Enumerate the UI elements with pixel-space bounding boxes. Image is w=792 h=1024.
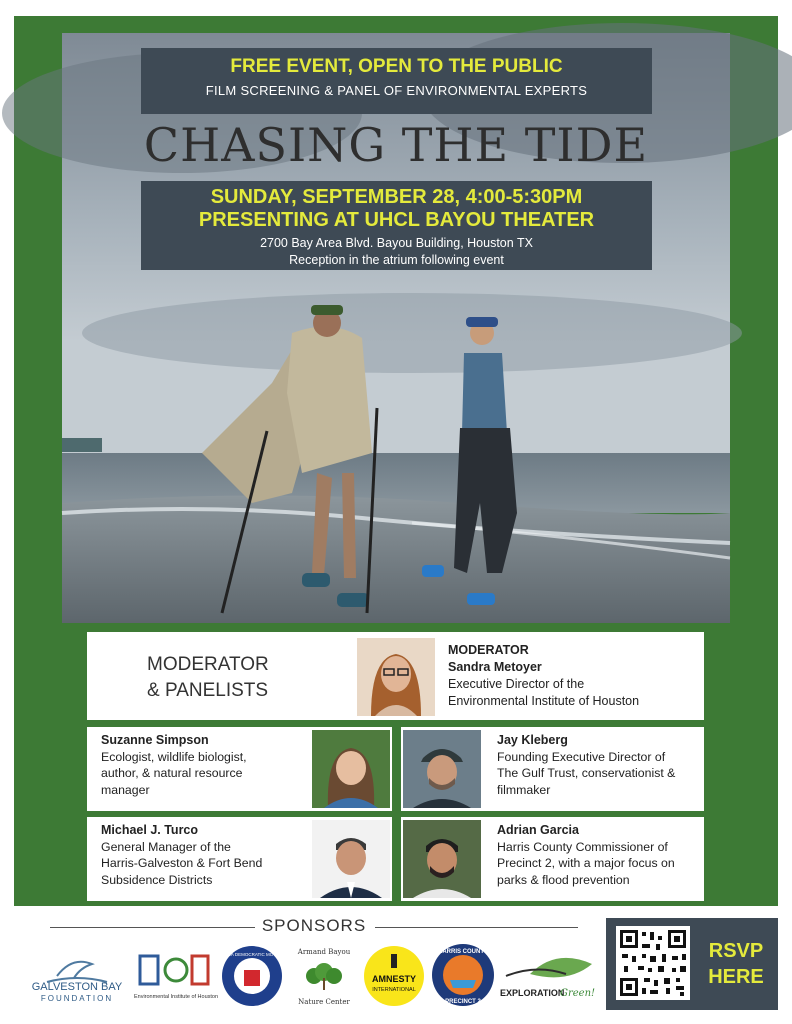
bay-area-text: BAY AREA DEMOCRATIC MOVEMENT: [211, 952, 293, 957]
moderator-desc-line2: Environmental Institute of Houston: [448, 694, 640, 708]
armand-bottom: Nature Center: [298, 998, 350, 1006]
environmental-institute-logo: [133, 952, 219, 1004]
panelist-desc: author, & natural resource: [101, 766, 243, 780]
panelist-photo: [403, 820, 481, 898]
panelist-desc: Subsidence Districts: [101, 872, 213, 887]
reception-line: Reception in the atrium following event: [289, 253, 504, 267]
panelist-desc: Harris County Commissioner of: [497, 839, 668, 854]
rsvp-box[interactable]: [606, 918, 778, 1010]
rsvp-line1[interactable]: RSVP: [708, 940, 764, 962]
moderator-desc-line1: Executive Director of the: [448, 677, 585, 691]
panelist-name: Michael J. Turco: [101, 823, 199, 837]
panelist-info: [497, 732, 701, 798]
panelist-photo: [312, 820, 390, 898]
panelist-desc: filmmaker: [497, 782, 551, 797]
panelist-info: [101, 822, 306, 888]
panelist-photo: [312, 730, 390, 808]
panelist-name: Jay Kleberg: [497, 733, 568, 747]
address-line: 2700 Bay Area Blvd. Bayou Building, Houston TX: [260, 236, 533, 250]
exploration-b: Green!: [560, 988, 596, 999]
sponsors-title: SPONSORS: [261, 916, 367, 935]
moderator-photo: [357, 638, 435, 716]
panelist-desc: Ecologist, wildlife biologist,: [101, 749, 247, 764]
event-banner: [141, 48, 652, 114]
harris-bottom: PRECINCT 2: [445, 999, 481, 1005]
panelist-desc: The Gulf Trust, conservationist &: [497, 766, 676, 780]
panelist-desc: Harris-Galveston & Fort Bend: [101, 856, 263, 870]
amnesty-line2: INTERNATIONAL: [372, 987, 416, 993]
rsvp-label[interactable]: [701, 938, 771, 990]
panelist-desc: General Manager of the: [101, 839, 231, 854]
panelist-desc: parks & flood prevention: [497, 872, 630, 887]
exploration-green-logo: [496, 948, 600, 1004]
amnesty-line1: AMNESTY: [371, 974, 417, 984]
armand-bayou-nature-center-logo: [290, 942, 358, 1010]
panelist-desc: Founding Executive Director of: [497, 749, 666, 764]
qr-code[interactable]: [616, 926, 690, 1000]
moderator-name: Sandra Metoyer: [448, 660, 542, 674]
details-banner: [141, 181, 652, 270]
panelist-card-adrian-garcia: [401, 817, 704, 901]
panel-heading-line2: & PANELISTS: [147, 680, 269, 701]
moderator-role: MODERATOR: [448, 643, 529, 657]
venue-line: PRESENTING AT UHCL BAYOU THEATER: [198, 209, 595, 231]
panelist-name: Adrian Garcia: [497, 823, 579, 837]
panelist-card-jay-kleberg: [401, 727, 704, 811]
panelist-card-suzanne-simpson: [87, 727, 392, 811]
panelist-photo: [403, 730, 481, 808]
galveston-line1: GALVESTON BAY: [31, 981, 123, 993]
amnesty-international-logo: [362, 944, 426, 1008]
harris-county-precinct-2-logo: [430, 942, 496, 1008]
event-subline: FILM SCREENING & PANEL OF ENVIRONMENTAL EXPERTS: [205, 83, 588, 98]
panel-heading-line1: MODERATOR: [147, 654, 269, 675]
date-line: SUNDAY, SEPTEMBER 28, 4:00-5:30PM: [210, 186, 583, 208]
rsvp-line2[interactable]: HERE: [708, 966, 764, 988]
panelist-name: Suzanne Simpson: [101, 733, 209, 747]
galveston-bay-foundation-logo: [22, 946, 132, 1006]
harris-top: HARRIS COUNTY: [437, 949, 489, 955]
film-title: CHASING THE TIDE: [143, 118, 649, 172]
panelist-info: [497, 822, 701, 888]
panel-heading: [147, 652, 269, 704]
panelist-desc: manager: [101, 782, 150, 797]
moderator-card: [87, 632, 704, 720]
bay-area-democratic-movement-logo: [211, 944, 293, 1008]
galveston-line2: FOUNDATION: [40, 994, 114, 1003]
armand-top: Armand Bayou: [297, 948, 351, 956]
panelist-desc: Precinct 2, with a major focus on: [497, 856, 675, 870]
moderator-info: [448, 642, 639, 710]
free-event-headline: FREE EVENT, OPEN TO THE PUBLIC: [230, 56, 563, 77]
panelist-info: [101, 732, 306, 798]
panelist-card-michael-turco: [87, 817, 392, 901]
eih-caption: Environmental Institute of Houston: [133, 994, 219, 1000]
sponsors-heading: [50, 916, 578, 938]
exploration-a: EXPLORATION: [500, 988, 565, 998]
